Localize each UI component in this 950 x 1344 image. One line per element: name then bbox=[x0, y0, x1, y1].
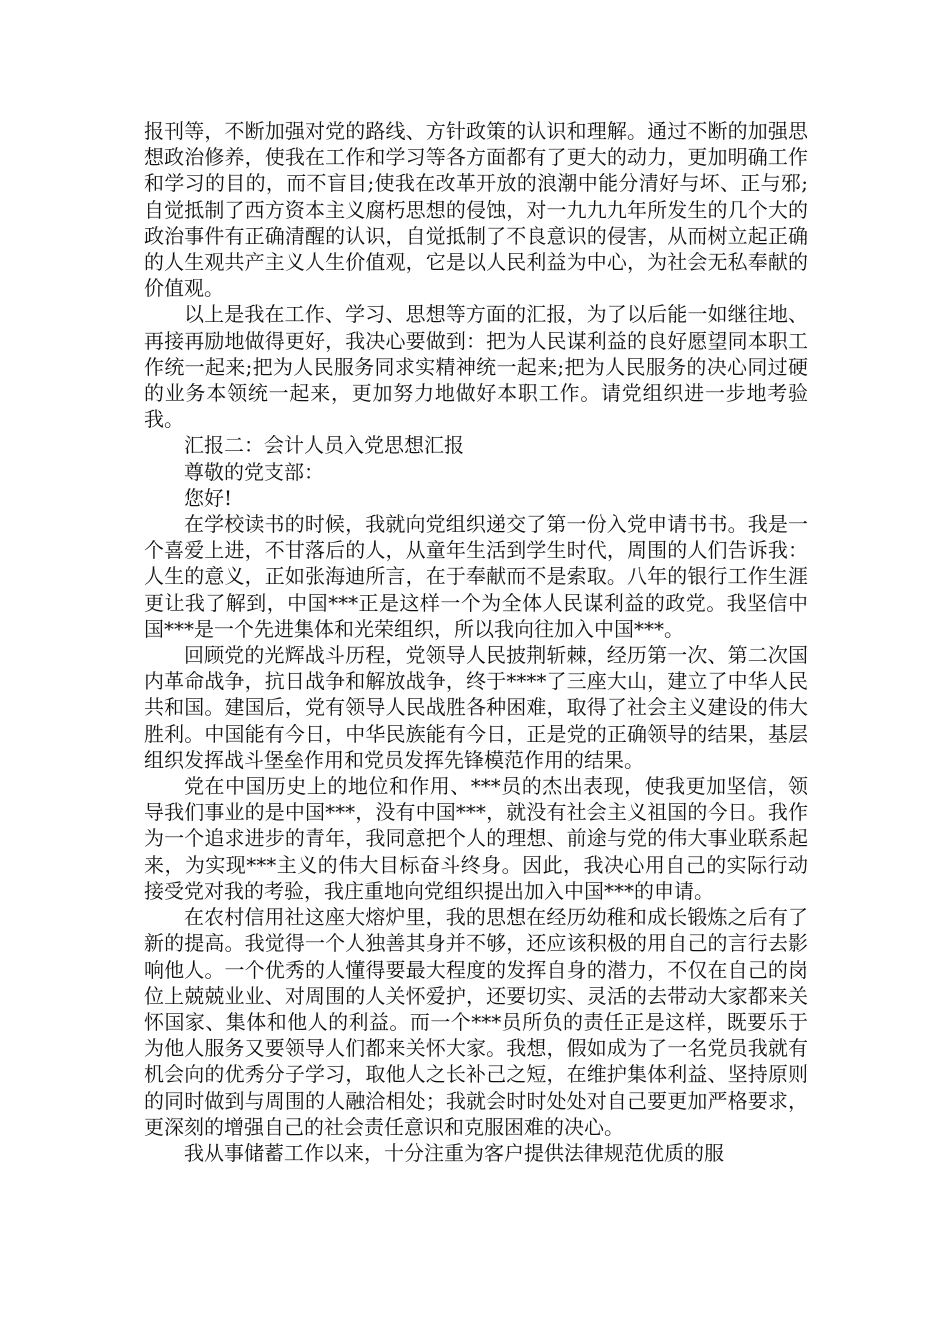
paragraph-party-history: 回顾党的光辉战斗历程，党领导人民披荆斩棘，经历第一次、第二次国内革命战争，抗日战争和解放战争，终于****了三座大山，建立了中华人民共和国。建国后，党有领导人民战胜各种困难，取得了社会主义建设的伟大胜利。中国能有今日，中华民族能有今日，正是党的正确领导的结果，基层组织发挥战斗堡垒作用和党员发挥先锋模范作用的结果。 bbox=[144, 643, 808, 772]
paragraph-application-motive: 在学校读书的时候，我就向党组织递交了第一份入党申请书书。我是一个喜爱上进，不甘落后的人，从童年生活到学生时代，周围的人们告诉我：人生的意义，正如张海迪所言，在于奉献而不是索取。八年的银行工作生涯更让我了解到，中国***正是这样一个为全体人民谋利益的政党。我坚信中国***是一个先进集体和光荣组织，所以我向往加入中国***。 bbox=[144, 512, 808, 641]
paragraph-summary-resolve: 以上是我在工作、学习、思想等方面的汇报，为了以后能一如继往地、再接再励地做得更好，我决心要做到：把为人民谋利益的良好愿望同本职工作统一起来;把为人民服务同求实精神统一起来;把为人民服务的决心同过硬的业务本领统一起来，更加努力地做好本职工作。请党组织进一步地考验我。 bbox=[144, 302, 808, 432]
document-page bbox=[144, 118, 808, 1166]
greeting: 您好! bbox=[184, 485, 233, 510]
salutation: 尊敬的党支部： bbox=[184, 459, 324, 484]
paragraph-political-study: 报刊等，不断加强对党的路线、方针政策的认识和理解。通过不断的加强思想政治修养，使我在工作和学习等各方面都有了更大的动力，更加明确工作和学习的目的，而不盲目;使我在改革开放的浪潮中能分清好与坏、正与邪;自觉抵制了西方资本主义腐朽思想的侵蚀，对一九九九年所发生的几个大的政治事件有正确清醒的认识，自觉抵制了不良意识的侵害，从而树立起正确的人生观共产主义人生价值观，它是以人民利益为中心，为社会无私奉献的价值观。 bbox=[144, 119, 808, 301]
report-two-heading: 汇报二：会计人员入党思想汇报 bbox=[184, 433, 464, 458]
paragraph-party-role: 党在中国历史上的地位和作用、***员的杰出表现，使我更加坚信，领导我们事业的是中国***，没有中国***，就没有社会主义祖国的今日。我作为一个追求进步的青年，我同意把个人的理想、前途与党的伟大事业联系起来，为实现***主义的伟大目标奋斗终身。因此，我决心用自己的实际行动接受党对我的考验，我庄重地向党组织提出加入中国***的申请。 bbox=[144, 774, 808, 903]
paragraph-credit-union-growth: 在农村信用社这座大熔炉里，我的思想在经历幼稚和成长锻炼之后有了新的提高。我觉得一个人独善其身并不够，还应该积极的用自己的言行去影响他人。一个优秀的人懂得要最大程度的发挥自身的潜力，不仅在自己的岗位上兢兢业业、对周围的人关怀爱护，还要切实、灵活的去带动大家都来关怀国家、集体和他人的利益。而一个***员所负的责任正是这样，既要乐于为他人服务又要领导人们都来关怀大家。我想，假如成为了一名党员我就有机会向的优秀分子学习，取他人之长补己之短，在维护集体利益、坚持原则的同时做到与周围的人融洽相处；我就会时时处处对自己要更加严格要求，更深刻的增强自己的社会责任意识和克服困难的决心。 bbox=[144, 905, 808, 1139]
paragraph-savings-work: 我从事储蓄工作以来，十分注重为客户提供法律规范优质的服 bbox=[184, 1140, 724, 1165]
